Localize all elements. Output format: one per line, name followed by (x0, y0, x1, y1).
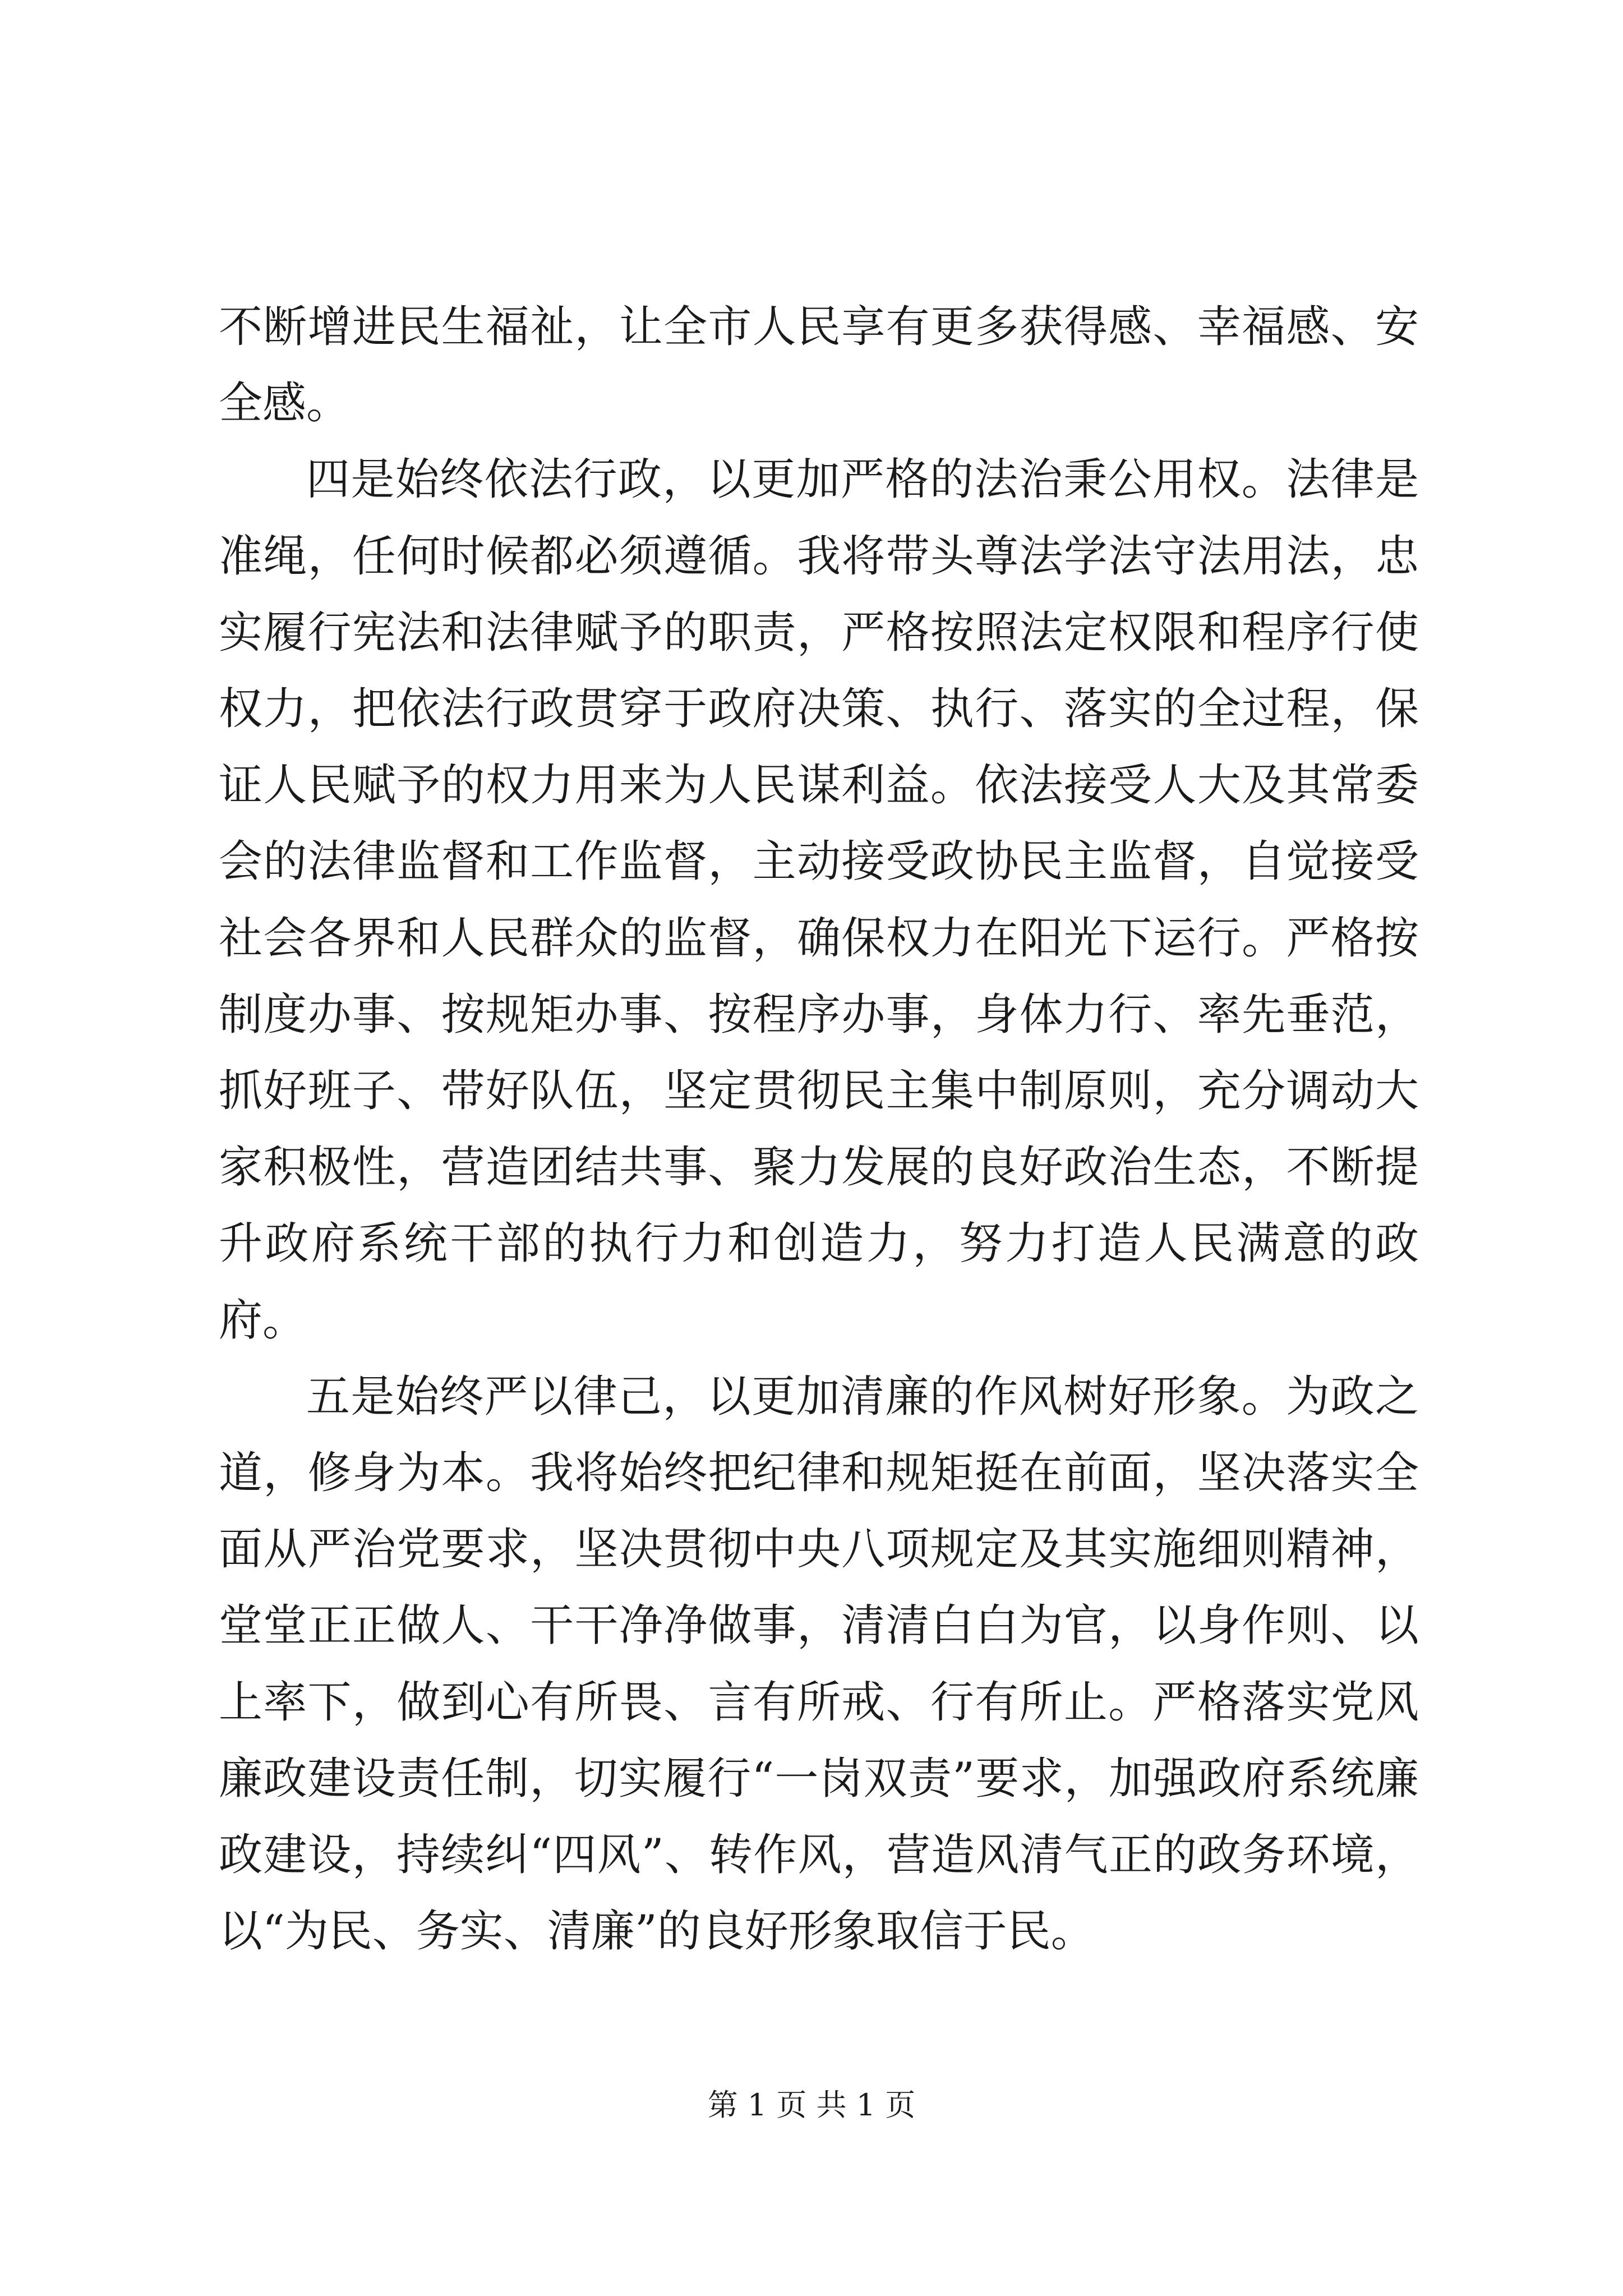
paragraph-self-discipline: 五是始终严以律己，以更加清廉的作风树好形象。为政之道，修身为本。我将始终把纪律和规矩挺在前面，坚决落实全面从严治党要求，坚决贯彻中央八项规定及其实施细则精神，堂堂正正做人、干干净净做事，清清白白为官，以身作则、以上率下，做到心有所畏、言有所戒、行有所止。严格落实党风廉政建设责任制，切实履行“一岗双责”要求，加强政府系统廉政建设，持续纠“四风”、转作风，营造风清气正的政务环境，以“为民、务实、清廉”的良好形象取信于民。 (219, 1371, 1419, 1957)
document-body (219, 289, 1419, 1970)
paragraph-rule-of-law: 四是始终依法行政，以更加严格的法治秉公用权。法律是准绳，任何时候都必须遵循。我将带头尊法学法守法用法，忠实履行宪法和法律赋予的职责，严格按照法定权限和程序行使权力，把依法行政贯穿于政府决策、执行、落实的全过程，保证人民赋予的权力用来为人民谋利益。依法接受人大及其常委会的法律监督和工作监督，主动接受政协民主监督，自觉接受社会各界和人民群众的监督，确保权力在阳光下运行。严格按制度办事、按规矩办事、按程序办事，身体力行、率先垂范，抓好班子、带好队伍，坚定贯彻民主集中制原则，充分调动大家积极性，营造团结共事、聚力发展的良好政治生态，不断提升政府系统干部的执行力和创造力，努力打造人民满意的政府。 (219, 454, 1419, 1346)
paragraph-continuation: 不断增进民生福祉，让全市人民享有更多获得感、幸福感、安全感。 (219, 302, 1419, 429)
page-footer: 第 1 页 共 1 页 (707, 2087, 916, 2123)
